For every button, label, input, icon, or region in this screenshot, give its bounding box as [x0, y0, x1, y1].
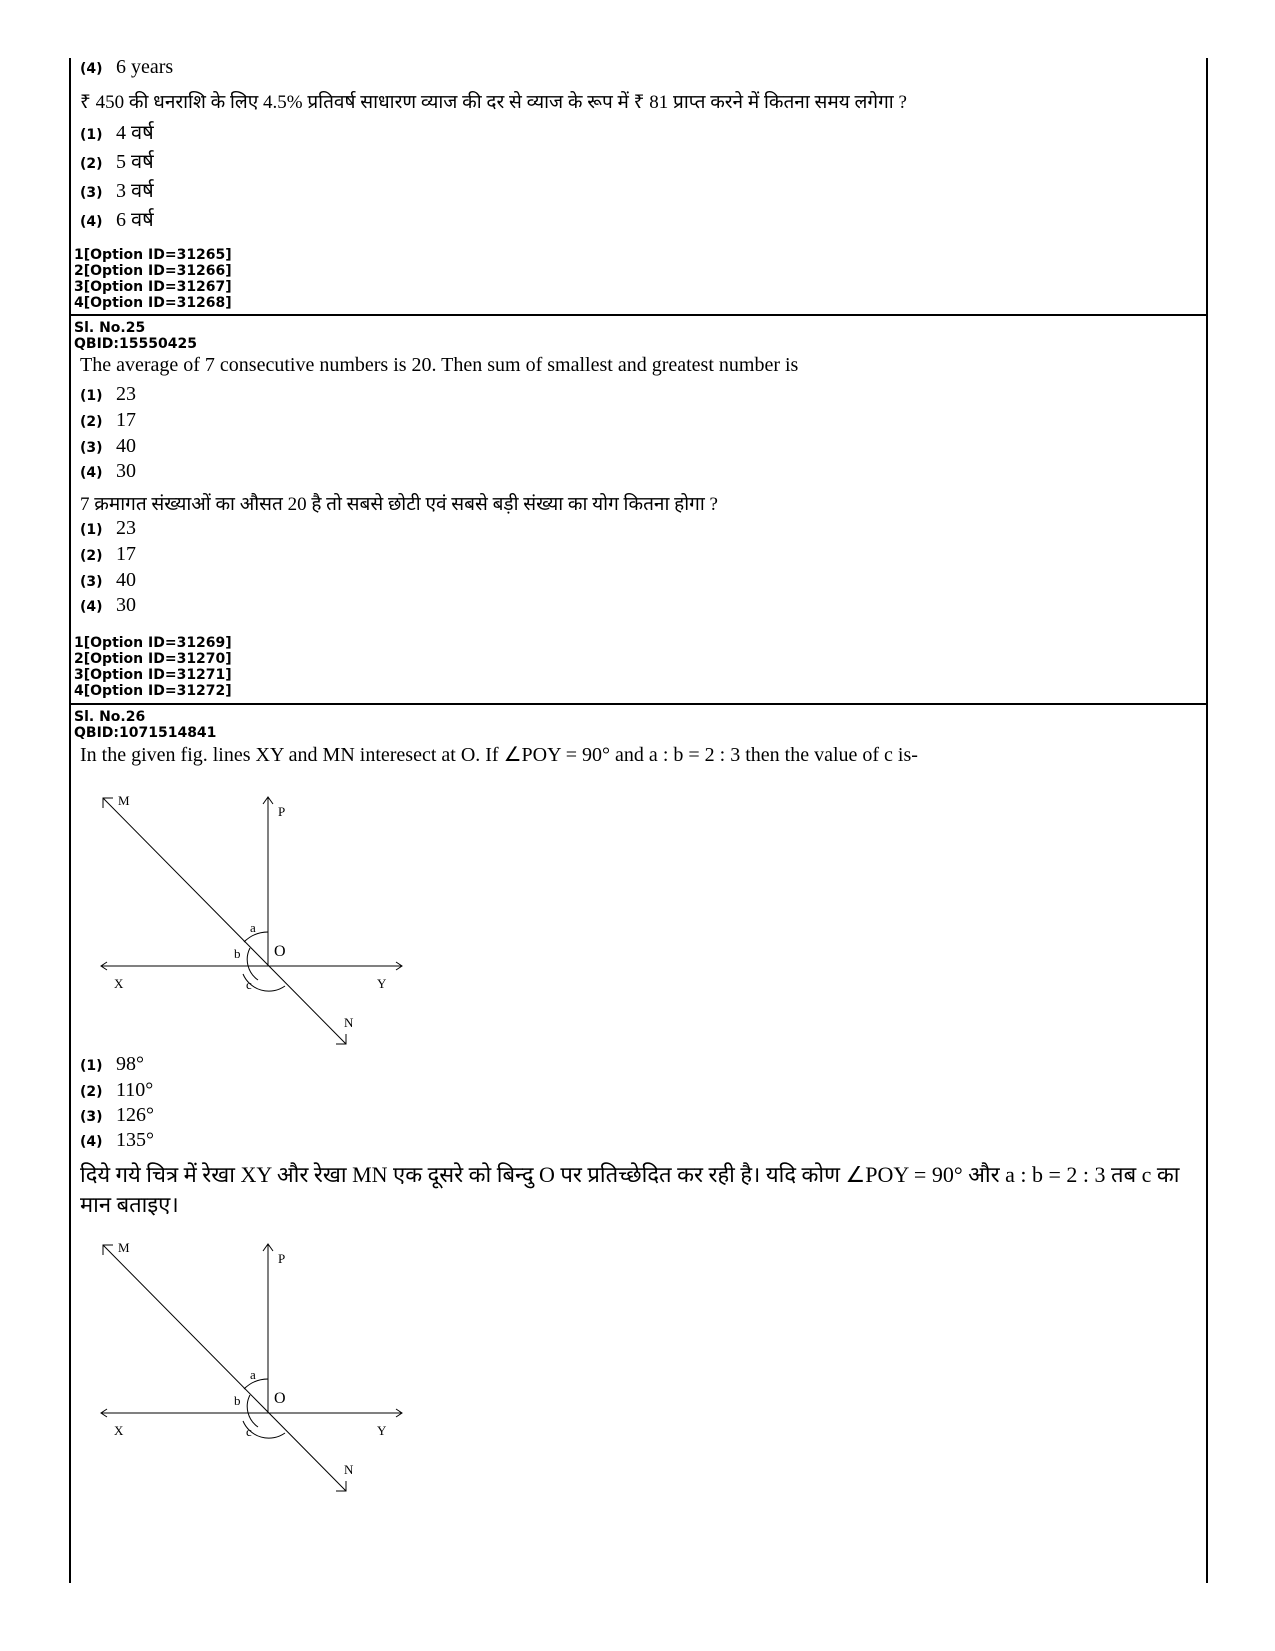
figure-label-a: a [250, 920, 256, 935]
q25-hindi-option-3: (3) 40 [80, 569, 136, 591]
q25-hindi-question: 7 क्रमागत संख्याओं का औसत 20 है तो सबसे छोटी एवं सबसे बड़ी संख्या का योग कितना होगा ? [80, 494, 718, 515]
q26-sl-no: Sl. No.26 [74, 709, 146, 725]
q26-figure-hindi [95, 1237, 415, 1502]
q25-hindi-option-4: (4) 30 [80, 594, 136, 616]
q25-header [74, 320, 197, 352]
q26-english-question: In the given fig. lines XY and MN interesect at O. If ∠POY = 90° and a : b = 2 : 3 then the value of c is- [80, 744, 918, 766]
figure-label-c: c [246, 1424, 252, 1439]
q26-qbid: QBID:1071514841 [74, 725, 217, 741]
prev-english-option-4: (4) 6 years [80, 56, 174, 78]
figure-label-b: b [234, 1393, 241, 1408]
q26-english-option-1: (1) 98° [80, 1053, 144, 1075]
prev-hindi-option-2: (2) 5 वर्ष [80, 151, 154, 173]
prev-option-ids: 1[Option ID=31265] 2[Option ID=31266] 3[Option ID=31267] 4[Option ID=31268] [74, 247, 232, 311]
q25-english-option-1: (1) 23 [80, 383, 136, 405]
prev-hindi-option-4: (4) 6 वर्ष [80, 209, 154, 231]
q25-english-option-4: (4) 30 [80, 460, 136, 482]
q25-qbid: QBID:15550425 [74, 336, 197, 352]
figure-label-y: Y [377, 976, 387, 991]
figure-label-n: N [344, 1462, 354, 1477]
q26-english-option-4: (4) 135° [80, 1129, 154, 1151]
q25-hindi-option-1: (1) 23 [80, 517, 136, 539]
figure-label-o: O [274, 1390, 286, 1407]
figure-label-m: M [118, 793, 130, 808]
figure-label-p: P [278, 1251, 286, 1266]
figure-label-x: X [114, 1423, 124, 1438]
figure-label-y: Y [377, 1423, 387, 1438]
q25-option-ids: 1[Option ID=31269] 2[Option ID=31270] 3[Option ID=31271] 4[Option ID=31272] [74, 635, 232, 699]
figure-label-c: c [246, 977, 252, 992]
figure-label-p: P [278, 804, 286, 819]
q25-english-option-3: (3) 40 [80, 435, 136, 457]
q26-english-option-2: (2) 110° [80, 1079, 154, 1101]
prev-hindi-option-3: (3) 3 वर्ष [80, 180, 154, 202]
figure-label-o: O [274, 943, 286, 960]
q25-hindi-option-2: (2) 17 [80, 543, 136, 565]
q25-english-option-2: (2) 17 [80, 409, 136, 431]
figure-label-m: M [118, 1240, 130, 1255]
divider [69, 703, 1208, 705]
figure-label-n: N [344, 1015, 354, 1030]
q25-english-question: The average of 7 consecutive numbers is 20. Then sum of smallest and greatest number is [80, 354, 799, 376]
figure-label-a: a [250, 1367, 256, 1382]
figure-label-x: X [114, 976, 124, 991]
q25-sl-no: Sl. No.25 [74, 320, 146, 336]
q26-figure-english [95, 790, 415, 1055]
figure-label-b: b [234, 946, 241, 961]
prev-hindi-option-1: (1) 4 वर्ष [80, 122, 154, 144]
divider [69, 314, 1208, 316]
q26-hindi-question: दिये गये चित्र में रेखा XY और रेखा MN एक दूसरे को बिन्दु O पर प्रतिच्छेदित कर रही है। यदि कोण ∠POY = 90° और a : b = 2 : 3 तब c का मान बताइए। [80, 1162, 1180, 1217]
q26-english-option-3: (3) 126° [80, 1104, 154, 1126]
prev-hindi-question: ₹ 450 की धनराशि के लिए 4.5% प्रतिवर्ष साधारण व्याज की दर से व्याज के रूप में ₹ 81 प्राप्त करने में कितना समय लगेगा ? [80, 92, 907, 113]
q26-header [74, 709, 216, 741]
